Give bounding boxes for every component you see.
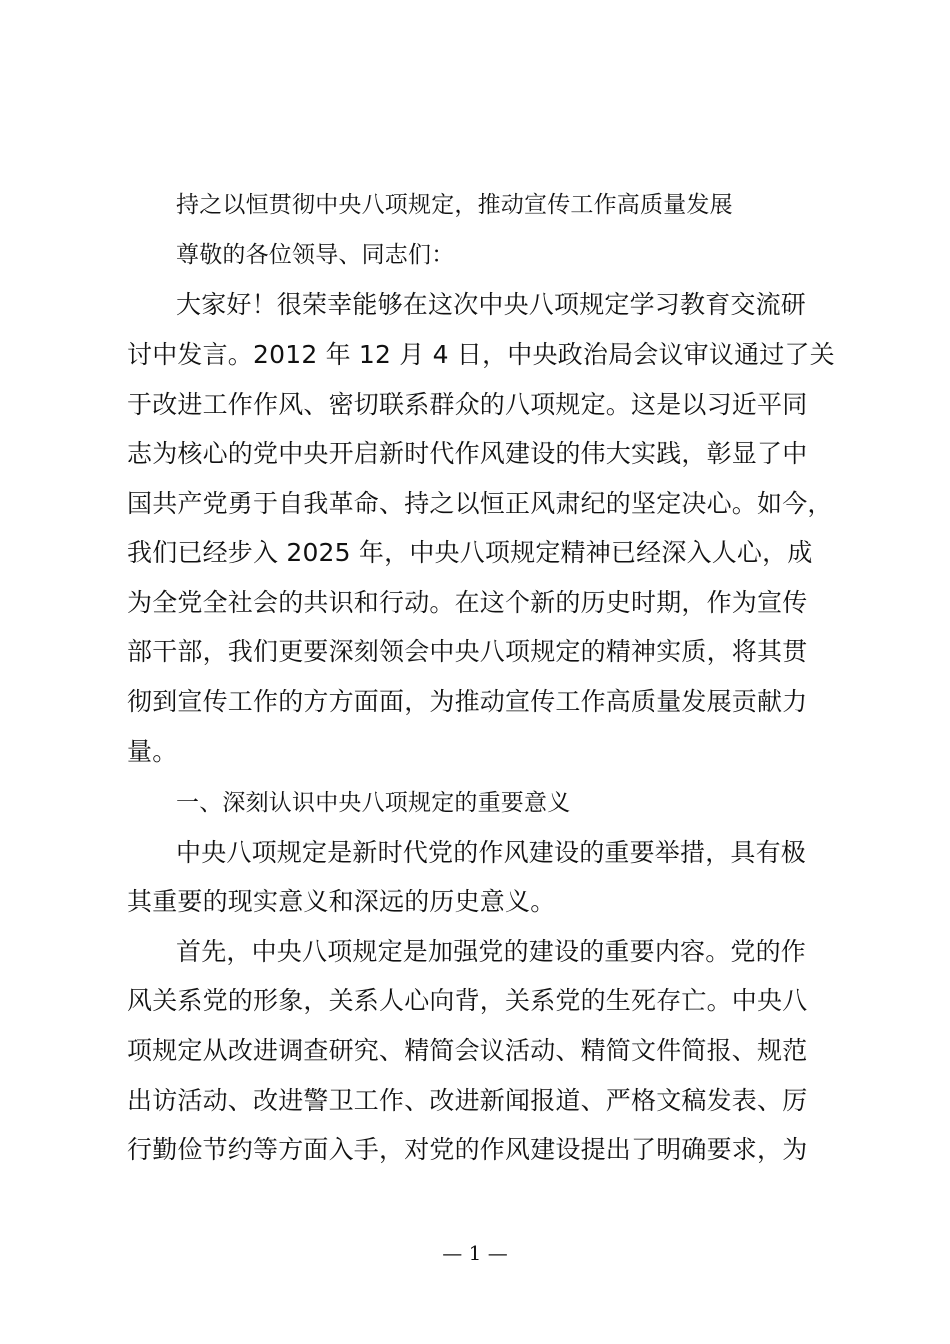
paragraph-line: 部干部，我们更要深刻领会中央八项规定的精神实质，将其贯 (127, 637, 808, 666)
paragraph-line: 中央八项规定是新时代党的作风建设的重要举措，具有极 (176, 838, 807, 867)
paragraph-line: 我们已经步入 2025 年，中央八项规定精神已经深入人心，成 (127, 538, 813, 567)
paragraph-line: 量。 (127, 737, 178, 766)
paragraph-line: 为全党全社会的共识和行动。在这个新的历史时期，作为宣传 (127, 588, 808, 617)
paragraph-line: 志为核心的党中央开启新时代作风建设的伟大实践，彰显了中 (127, 439, 808, 468)
paragraph-line: 大家好！很荣幸能够在这次中央八项规定学习教育交流研 (176, 290, 807, 319)
paragraph-line: 于改进工作作风、密切联系群众的八项规定。这是以习近平同 (127, 390, 808, 419)
paragraph-line: 行勤俭节约等方面入手，对党的作风建设提出了明确要求，为 (127, 1135, 808, 1164)
document-title: 持之以恒贯彻中央八项规定，推动宣传工作高质量发展 (176, 192, 733, 218)
paragraph-line: 彻到宣传工作的方方面面，为推动宣传工作高质量发展贡献力 (127, 687, 808, 716)
paragraph-line: 国共产党勇于自我革命、持之以恒正风肃纪的坚定决心。如今， (127, 489, 833, 518)
page-number: — 1 — (442, 1241, 508, 1265)
paragraph-line: 首先，中央八项规定是加强党的建设的重要内容。党的作 (176, 937, 807, 966)
paragraph-line: 项规定从改进调查研究、精简会议活动、精简文件简报、规范 (127, 1036, 808, 1065)
section-heading: 一、深刻认识中央八项规定的重要意义 (176, 790, 571, 816)
paragraph-line: 出访活动、改进警卫工作、改进新闻报道、严格文稿发表、厉 (127, 1086, 808, 1115)
paragraph-line: 其重要的现实意义和深远的历史意义。 (127, 887, 556, 916)
salutation: 尊敬的各位领导、同志们： (176, 242, 455, 268)
paragraph-line: 风关系党的形象，关系人心向背，关系党的生死存亡。中央八 (127, 986, 808, 1015)
paragraph-line: 讨中发言。2012 年 12 月 4 日，中央政治局会议审议通过了关 (127, 340, 835, 369)
